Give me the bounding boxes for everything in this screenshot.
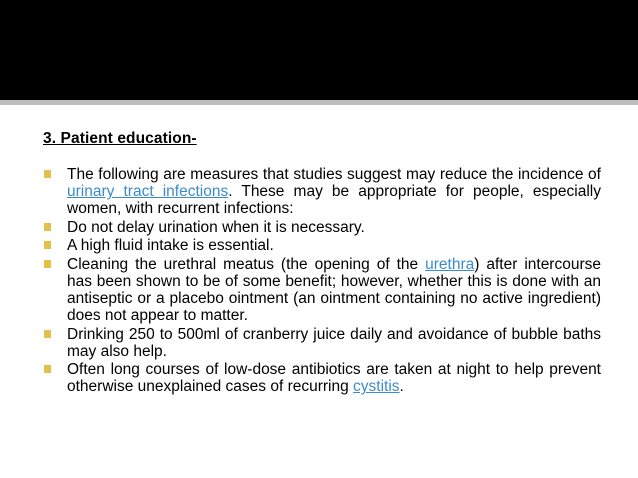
bullet-text: Cleaning the urethral meatus (the opening of the xyxy=(67,255,426,273)
bullet-item xyxy=(43,166,601,218)
bullet-text: Do not delay urination when it is necessary. xyxy=(67,218,365,236)
bullet-text: Often long courses of low-dose antibiotics are taken at night to help prevent otherwise unexplained cases of recurring xyxy=(67,361,601,396)
bullet-item xyxy=(43,219,601,236)
bullet-text: ) after intercourse has been shown to be of some benefit; however, whether this is done with an antiseptic or a placebo ointment (an ointment containing no active ingredient) does not appear to matter. xyxy=(67,255,601,325)
bullet-square-icon xyxy=(44,365,51,373)
bullet-square-icon xyxy=(44,330,51,338)
header-divider xyxy=(0,100,638,105)
bullet-text: . xyxy=(399,378,404,396)
slide-header-band xyxy=(0,0,638,100)
bullet-square-icon xyxy=(44,260,51,268)
bullet-square-icon xyxy=(44,223,51,231)
bullet-item xyxy=(43,361,601,395)
bullet-text: Drinking 250 to 500ml of cranberry juice daily and avoidance of bubble baths may also help. xyxy=(67,325,601,360)
bullet-item xyxy=(43,237,601,254)
cystitis-link[interactable]: cystitis xyxy=(353,378,400,396)
bullet-text: . These may be appropriate for people, especially women, with recurrent infections: xyxy=(67,183,601,218)
bullet-item xyxy=(43,326,601,360)
bullet-text: A high fluid intake is essential. xyxy=(67,237,274,255)
urinary-tract-infections-link[interactable]: urinary tract infections xyxy=(67,183,229,201)
bullet-text: The following are measures that studies suggest may reduce the incidence of xyxy=(67,166,601,183)
section-heading: 3. Patient education- xyxy=(43,130,197,147)
bullet-item xyxy=(43,256,601,325)
bullet-list xyxy=(43,166,601,397)
bullet-square-icon xyxy=(44,241,51,249)
urethra-link[interactable]: urethra xyxy=(425,255,475,273)
bullet-square-icon xyxy=(44,170,51,178)
